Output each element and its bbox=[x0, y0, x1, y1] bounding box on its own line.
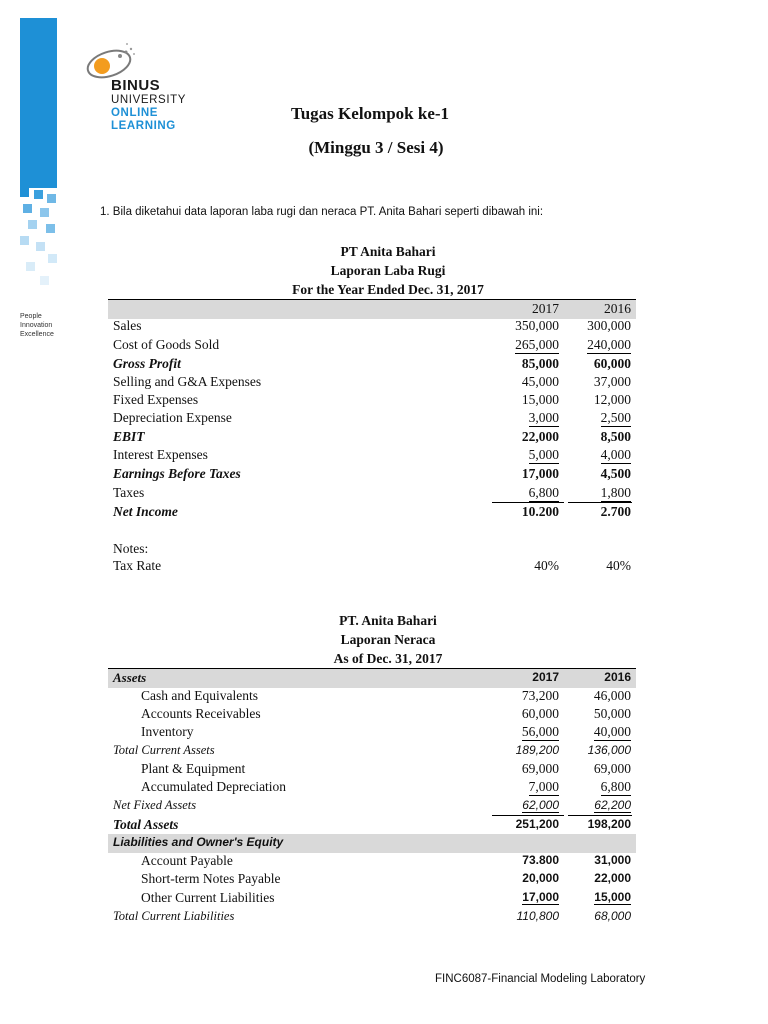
row-label: Selling and G&A Expenses bbox=[113, 374, 262, 389]
value-2017: 17,000 bbox=[522, 890, 559, 904]
balance-row bbox=[108, 687, 636, 706]
value-2017: 251,200 bbox=[515, 817, 559, 831]
row-label: Other Current Liabilities bbox=[141, 890, 275, 905]
value-2016: 15,000 bbox=[594, 890, 631, 904]
row-label: Total Assets bbox=[113, 817, 179, 832]
balance-row bbox=[108, 908, 636, 927]
page-title: Tugas Kelompok ke-1 bbox=[290, 104, 450, 123]
tax-rate-2016: 40% bbox=[606, 558, 631, 573]
logo-word-online: ONLINE bbox=[111, 107, 159, 119]
value-2016: 31,000 bbox=[594, 853, 631, 867]
single-rule bbox=[492, 502, 564, 503]
row-label: Depreciation Expense bbox=[113, 410, 232, 425]
tax-rate-2017: 40% bbox=[534, 558, 559, 573]
value-2016: 198,200 bbox=[587, 817, 631, 831]
row-label: Net Income bbox=[113, 504, 178, 519]
value-2017: 15,000 bbox=[521, 392, 559, 407]
value-2016: 62,200 bbox=[594, 798, 631, 812]
liabilities-header-row bbox=[108, 834, 636, 853]
question-text: 1. Bila diketahui data laporan laba rugi dan neraca PT. Anita Bahari seperti dibawah ini: bbox=[100, 206, 544, 218]
income-row bbox=[108, 446, 636, 465]
value-2017: 10.200 bbox=[521, 504, 559, 519]
value-2016: 136,000 bbox=[587, 743, 631, 757]
value-2017: 60,000 bbox=[521, 706, 559, 721]
row-label: Plant & Equipment bbox=[141, 761, 246, 776]
value-2017: 22,000 bbox=[521, 429, 559, 444]
col-2016: 2016 bbox=[604, 670, 631, 684]
value-2017: 85,000 bbox=[521, 356, 559, 371]
income-row bbox=[108, 409, 636, 428]
value-2016: 300,000 bbox=[587, 318, 631, 333]
row-label: Sales bbox=[113, 318, 142, 333]
notes-label: Notes: bbox=[113, 541, 149, 556]
balance-header-row bbox=[108, 669, 636, 688]
row-label: Inventory bbox=[141, 724, 194, 739]
row-label: Earnings Before Taxes bbox=[113, 466, 241, 481]
logo-word-learning: LEARNING bbox=[111, 120, 176, 132]
tagline-line: Excellence bbox=[20, 331, 54, 338]
income-row bbox=[108, 465, 636, 484]
income-row bbox=[108, 391, 636, 410]
row-label: Interest Expenses bbox=[113, 447, 208, 462]
tagline-line: Innovation bbox=[20, 322, 53, 329]
value-2016: 4,500 bbox=[600, 466, 631, 481]
row-label: EBIT bbox=[113, 429, 145, 444]
value-2016: 240,000 bbox=[587, 337, 631, 352]
balance-row bbox=[108, 705, 636, 724]
single-rule bbox=[568, 502, 632, 503]
value-2017: 73.800 bbox=[522, 853, 559, 867]
row-label: Cost of Goods Sold bbox=[113, 337, 220, 352]
value-2017: 7,000 bbox=[528, 779, 559, 794]
row-label: Fixed Expenses bbox=[113, 392, 199, 407]
col-2017: 2017 bbox=[532, 301, 559, 316]
single-rule bbox=[568, 815, 632, 816]
income-header-row bbox=[108, 300, 636, 319]
balance-company: PT. Anita Bahari bbox=[339, 613, 437, 628]
balance-row bbox=[108, 797, 636, 816]
balance-row bbox=[108, 889, 636, 908]
value-2017: 110,800 bbox=[516, 909, 559, 923]
income-row bbox=[108, 484, 636, 503]
logo-word-university: UNIVERSITY bbox=[111, 94, 187, 106]
row-label: Total Current Assets bbox=[113, 743, 215, 757]
value-2017: 189,200 bbox=[515, 743, 559, 757]
balance-row bbox=[108, 778, 636, 797]
page-footer: FINC6087-Financial Modeling Laboratory bbox=[435, 973, 646, 985]
value-2016: 12,000 bbox=[593, 392, 631, 407]
single-rule bbox=[492, 815, 564, 816]
value-2016: 6,800 bbox=[600, 779, 631, 794]
value-2016: 2.700 bbox=[600, 504, 631, 519]
value-2016: 40,000 bbox=[593, 724, 631, 739]
value-2016: 50,000 bbox=[593, 706, 631, 721]
income-title: Laporan Laba Rugi bbox=[330, 263, 446, 278]
balance-row bbox=[108, 852, 636, 871]
income-row bbox=[108, 317, 636, 336]
value-2016: 60,000 bbox=[593, 356, 631, 371]
notes-row bbox=[108, 540, 636, 559]
income-row bbox=[108, 503, 636, 522]
value-2017: 56,000 bbox=[521, 724, 559, 739]
assets-label: Assets bbox=[113, 670, 147, 685]
income-period: For the Year Ended Dec. 31, 2017 bbox=[292, 282, 484, 297]
value-2017: 350,000 bbox=[515, 318, 559, 333]
value-2017: 6,800 bbox=[528, 485, 559, 500]
income-row bbox=[108, 355, 636, 374]
balance-period: As of Dec. 31, 2017 bbox=[333, 651, 443, 666]
value-2017: 62,000 bbox=[522, 798, 559, 812]
col-2017: 2017 bbox=[532, 670, 559, 684]
value-2017: 20,000 bbox=[522, 871, 559, 885]
balance-row bbox=[108, 723, 636, 742]
tax-rate-label: Tax Rate bbox=[113, 558, 162, 573]
balance-row bbox=[108, 760, 636, 779]
income-row bbox=[108, 336, 636, 355]
value-2017: 3,000 bbox=[528, 410, 559, 425]
value-2016: 68,000 bbox=[594, 909, 631, 923]
value-2016: 22,000 bbox=[594, 871, 631, 885]
row-label: Cash and Equivalents bbox=[141, 688, 258, 703]
value-2016: 37,000 bbox=[593, 374, 631, 389]
row-label: Liabilities and Owner's Equity bbox=[113, 835, 284, 849]
row-label: Net Fixed Assets bbox=[113, 798, 197, 812]
tagline-line: People bbox=[20, 313, 42, 320]
value-2017: 265,000 bbox=[515, 337, 559, 352]
row-label: Short-term Notes Payable bbox=[141, 871, 281, 886]
logo-word-binus: BINUS bbox=[111, 77, 161, 94]
brand-tagline bbox=[20, 312, 54, 339]
value-2017: 73,200 bbox=[521, 688, 559, 703]
income-company: PT Anita Bahari bbox=[340, 244, 436, 259]
income-row bbox=[108, 373, 636, 392]
value-2016: 1,800 bbox=[600, 485, 631, 500]
col-2016: 2016 bbox=[604, 301, 631, 316]
row-label: Accounts Receivables bbox=[141, 706, 261, 721]
tax-rate-row bbox=[108, 557, 636, 576]
value-2016: 2,500 bbox=[600, 410, 631, 425]
value-2016: 4,000 bbox=[600, 447, 631, 462]
value-2017: 69,000 bbox=[521, 761, 559, 776]
balance-row bbox=[108, 816, 636, 835]
value-2017: 17,000 bbox=[521, 466, 559, 481]
value-2016: 8,500 bbox=[600, 429, 631, 444]
page-subtitle: (Minggu 3 / Sesi 4) bbox=[308, 138, 444, 157]
balance-row bbox=[108, 870, 636, 889]
row-label: Accumulated Depreciation bbox=[141, 779, 287, 794]
income-row bbox=[108, 428, 636, 447]
row-label: Taxes bbox=[113, 485, 145, 500]
balance-title: Laporan Neraca bbox=[340, 632, 436, 647]
value-2017: 45,000 bbox=[521, 374, 559, 389]
value-2016: 46,000 bbox=[593, 688, 631, 703]
row-label: Account Payable bbox=[141, 853, 233, 868]
balance-row bbox=[108, 742, 636, 761]
value-2016: 69,000 bbox=[593, 761, 631, 776]
value-2017: 5,000 bbox=[528, 447, 559, 462]
row-label: Gross Profit bbox=[113, 356, 181, 371]
row-label: Total Current Liabilities bbox=[113, 909, 235, 923]
